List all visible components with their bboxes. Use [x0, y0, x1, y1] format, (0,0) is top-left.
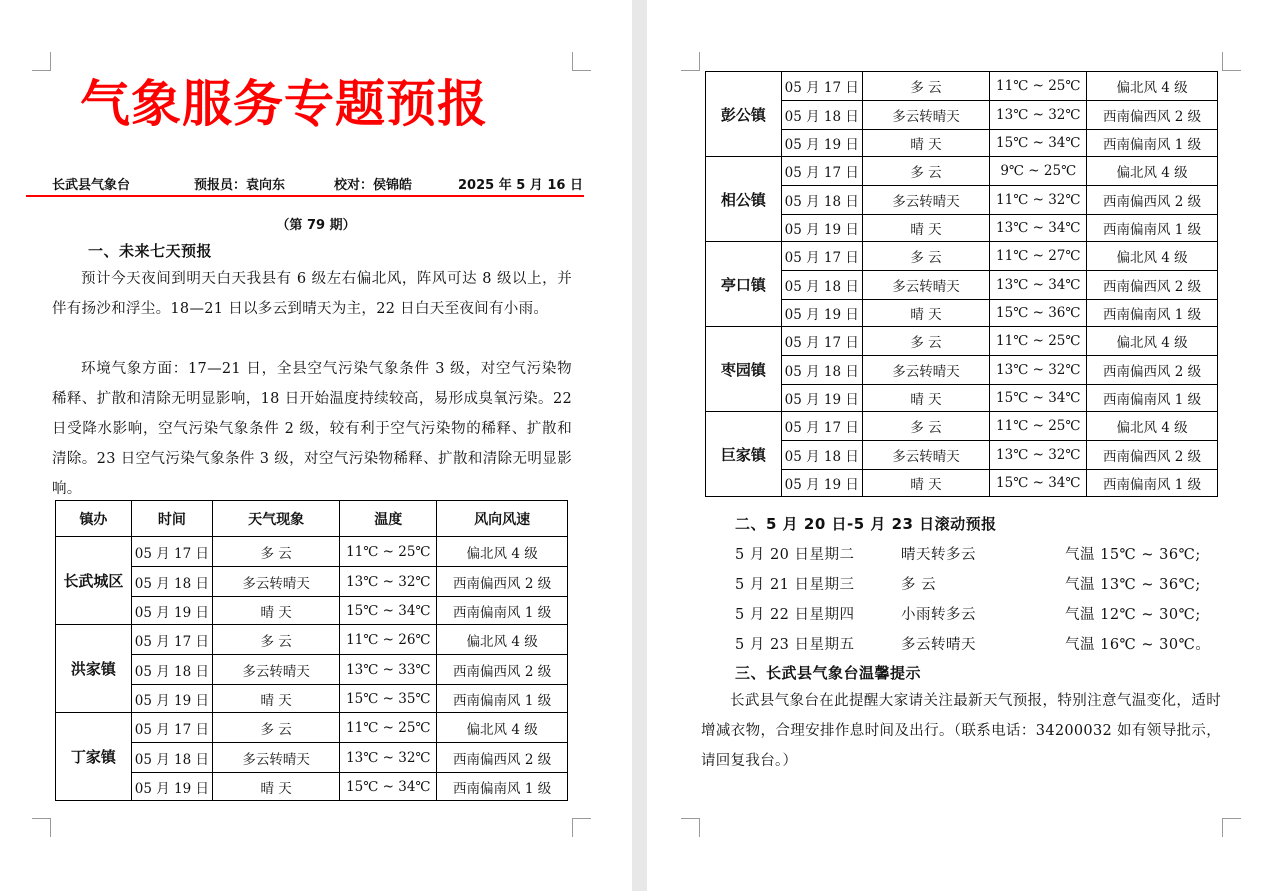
table-row [56, 625, 568, 655]
table-row [706, 242, 1218, 271]
temperature-cell: 13℃ ~ 32℃ [990, 441, 1087, 470]
table-row [706, 300, 1218, 327]
crop-mark [681, 52, 700, 71]
issue-number: （第 79 期） [276, 218, 356, 233]
table-header-row [56, 501, 568, 537]
wind-cell: 西南偏西风 2 级 [1087, 186, 1218, 215]
date-cell: 05 月 18 日 [781, 271, 862, 300]
temperature-cell: 15℃ ~ 35℃ [340, 685, 437, 713]
temperature-cell: 11℃ ~ 32℃ [990, 186, 1087, 215]
table-row [706, 271, 1218, 300]
table-row [706, 157, 1218, 186]
temperature-cell: 11℃ ~ 25℃ [990, 72, 1087, 101]
date-cell: 05 月 19 日 [781, 130, 862, 157]
wind-cell: 西南偏西风 2 级 [1087, 271, 1218, 300]
wind-cell: 偏北风 4 级 [437, 625, 568, 655]
temperature-cell: 11℃ ~ 25℃ [990, 412, 1087, 441]
environment-paragraph: 环境气象方面：17—21 日，全县空气污染气象条件 3 级，对空气污染物稀释、扩散和清除无明显影响，18 日开始温度持续较高，易形成臭氧污染。22 日受降水影响，空气污染气象条件 2 级，较有利于空气污染物的稀释、扩散和清除。23 日空气污染气象条件 3 级，对空气污染物稀释、扩散和清除无明显影响。 [52, 361, 572, 497]
town-name-cell: 枣园镇 [706, 327, 782, 412]
section-heading: 一、未来七天预报 [88, 242, 213, 260]
date-cell: 05 月 19 日 [781, 385, 862, 412]
table-row [56, 537, 568, 567]
table-row [706, 186, 1218, 215]
rolling-weather: 小雨转多云 [901, 607, 976, 623]
section-heading: 二、5 月 20 日-5 月 23 日滚动预报 [735, 515, 997, 533]
crop-mark [1222, 52, 1241, 71]
red-divider [26, 195, 584, 197]
rolling-day: 5 月 20 日星期二 [735, 547, 855, 563]
weather-cell: 多云转晴天 [212, 743, 340, 773]
date-cell: 05 月 19 日 [781, 470, 862, 497]
crop-mark [572, 52, 591, 71]
header-weather: 天气现象 [212, 501, 340, 537]
header-temperature: 温度 [340, 501, 437, 537]
wind-cell: 西南偏西风 2 级 [437, 567, 568, 597]
temperature-cell: 11℃ ~ 25℃ [990, 327, 1087, 356]
masthead-title: 气象服务专题预报 [80, 74, 488, 133]
header-wind: 风向风速 [437, 501, 568, 537]
wind-cell: 偏北风 4 级 [437, 713, 568, 743]
table-row [56, 713, 568, 743]
weather-cell: 晴 天 [862, 130, 990, 157]
table-row [56, 773, 568, 801]
wind-cell: 偏北风 4 级 [1087, 412, 1218, 441]
date-cell: 05 月 18 日 [131, 567, 212, 597]
table-row [706, 441, 1218, 470]
date-cell: 05 月 19 日 [131, 773, 212, 801]
weather-cell: 晴 天 [212, 773, 340, 801]
date-cell: 05 月 17 日 [131, 713, 212, 743]
date-cell: 05 月 19 日 [781, 300, 862, 327]
temperature-cell: 15℃ ~ 34℃ [990, 470, 1087, 497]
date-cell: 05 月 17 日 [131, 537, 212, 567]
temperature-cell: 9℃ ~ 25℃ [990, 157, 1087, 186]
date-cell: 05 月 17 日 [781, 412, 862, 441]
table-row [56, 655, 568, 685]
table-row [706, 412, 1218, 441]
table-row [706, 101, 1218, 130]
rolling-weather: 多云转晴天 [901, 637, 976, 653]
table-row [56, 567, 568, 597]
wind-cell: 西南偏南风 1 级 [437, 597, 568, 625]
crop-mark [32, 52, 51, 71]
temperature-cell: 13℃ ~ 32℃ [340, 567, 437, 597]
town-name-cell: 相公镇 [706, 157, 782, 242]
weather-cell: 多 云 [862, 72, 990, 101]
wind-cell: 偏北风 4 级 [1087, 242, 1218, 271]
crop-mark [681, 818, 700, 837]
weather-cell: 多云转晴天 [212, 567, 340, 597]
weather-cell: 晴 天 [862, 385, 990, 412]
wind-cell: 西南偏南风 1 级 [437, 773, 568, 801]
rolling-temperature: 气温 15℃ ~ 36℃; [1065, 547, 1201, 563]
rolling-day: 5 月 21 日星期三 [735, 577, 855, 593]
town-name-cell: 洪家镇 [56, 625, 132, 713]
wind-cell: 西南偏南风 1 级 [1087, 300, 1218, 327]
wind-cell: 西南偏西风 2 级 [1087, 101, 1218, 130]
forecast-table [55, 500, 568, 801]
weather-cell: 多 云 [212, 625, 340, 655]
weather-cell: 多云转晴天 [862, 441, 990, 470]
rolling-day: 5 月 22 日星期四 [735, 607, 855, 623]
rolling-weather: 晴天转多云 [901, 547, 976, 563]
table-row [56, 597, 568, 625]
wind-cell: 西南偏西风 2 级 [1087, 356, 1218, 385]
crop-mark [32, 818, 51, 837]
temperature-cell: 13℃ ~ 34℃ [990, 271, 1087, 300]
rolling-weather: 多 云 [901, 577, 937, 593]
table-row [56, 685, 568, 713]
table-row [706, 130, 1218, 157]
town-name-cell: 丁家镇 [56, 713, 132, 801]
issuing-organization: 长武县气象台 [52, 178, 131, 193]
date-cell: 05 月 18 日 [781, 101, 862, 130]
issue-date: 2025 年 5 月 16 日 [458, 178, 583, 193]
temperature-cell: 15℃ ~ 34℃ [990, 130, 1087, 157]
temperature-cell: 11℃ ~ 25℃ [340, 713, 437, 743]
wind-cell: 西南偏南风 1 级 [1087, 215, 1218, 242]
temperature-cell: 15℃ ~ 36℃ [990, 300, 1087, 327]
date-cell: 05 月 19 日 [781, 215, 862, 242]
proofreader: 校对：侯锦皓 [334, 178, 413, 193]
weather-cell: 晴 天 [862, 215, 990, 242]
wind-cell: 西南偏南风 1 级 [1087, 385, 1218, 412]
weather-cell: 多云转晴天 [862, 271, 990, 300]
rolling-temperature: 气温 13℃ ~ 36℃; [1065, 577, 1201, 593]
table-row [706, 356, 1218, 385]
date-cell: 05 月 17 日 [781, 72, 862, 101]
document-page-right [647, 0, 1278, 891]
town-name-cell: 巨家镇 [706, 412, 782, 497]
table-row [56, 743, 568, 773]
weather-cell: 晴 天 [862, 300, 990, 327]
weather-cell: 晴 天 [212, 685, 340, 713]
weather-cell: 多云转晴天 [862, 186, 990, 215]
date-cell: 05 月 18 日 [131, 743, 212, 773]
table-row [706, 72, 1218, 101]
date-cell: 05 月 19 日 [131, 597, 212, 625]
town-name-cell: 彭公镇 [706, 72, 782, 157]
date-cell: 05 月 18 日 [131, 655, 212, 685]
temperature-cell: 13℃ ~ 34℃ [990, 215, 1087, 242]
temperature-cell: 13℃ ~ 32℃ [990, 101, 1087, 130]
weather-cell: 多 云 [862, 242, 990, 271]
wind-cell: 西南偏西风 2 级 [437, 655, 568, 685]
wind-cell: 西南偏南风 1 级 [1087, 130, 1218, 157]
temperature-cell: 15℃ ~ 34℃ [340, 773, 437, 801]
date-cell: 05 月 17 日 [781, 327, 862, 356]
table-row [706, 215, 1218, 242]
crop-mark [572, 818, 591, 837]
date-cell: 05 月 17 日 [131, 625, 212, 655]
wind-cell: 偏北风 4 级 [1087, 72, 1218, 101]
document-page-left [0, 0, 632, 891]
forecast-paragraph: 预计今天夜间到明天白天我县有 6 级左右偏北风，阵风可达 8 级以上，并伴有扬沙和浮尘。18—21 日以多云到晴天为主，22 日白天至夜间有小雨。 [52, 271, 572, 317]
weather-cell: 多云转晴天 [862, 356, 990, 385]
table-row [706, 327, 1218, 356]
weather-cell: 多云转晴天 [212, 655, 340, 685]
weather-cell: 多 云 [212, 713, 340, 743]
temperature-cell: 11℃ ~ 27℃ [990, 242, 1087, 271]
temperature-cell: 13℃ ~ 32℃ [990, 356, 1087, 385]
rolling-temperature: 气温 12℃ ~ 30℃; [1065, 607, 1201, 623]
rolling-day: 5 月 23 日星期五 [735, 637, 855, 653]
temperature-cell: 15℃ ~ 34℃ [340, 597, 437, 625]
date-cell: 05 月 19 日 [131, 685, 212, 713]
forecast-table-continued [705, 71, 1218, 497]
wind-cell: 西南偏南风 1 级 [437, 685, 568, 713]
date-cell: 05 月 18 日 [781, 186, 862, 215]
wind-cell: 西南偏西风 2 级 [437, 743, 568, 773]
table-row [706, 470, 1218, 497]
header-town: 镇办 [56, 501, 132, 537]
weather-cell: 多 云 [862, 412, 990, 441]
weather-cell: 晴 天 [862, 470, 990, 497]
weather-cell: 多 云 [862, 327, 990, 356]
forecaster: 预报员：袁向东 [194, 178, 286, 193]
wind-cell: 西南偏西风 2 级 [1087, 441, 1218, 470]
section-heading: 三、长武县气象台温馨提示 [735, 664, 922, 682]
date-cell: 05 月 17 日 [781, 242, 862, 271]
weather-cell: 多 云 [862, 157, 990, 186]
date-cell: 05 月 17 日 [781, 157, 862, 186]
temperature-cell: 15℃ ~ 34℃ [990, 385, 1087, 412]
wind-cell: 西南偏南风 1 级 [1087, 470, 1218, 497]
crop-mark [1222, 818, 1241, 837]
weather-cell: 晴 天 [212, 597, 340, 625]
weather-cell: 多 云 [212, 537, 340, 567]
temperature-cell: 11℃ ~ 25℃ [340, 537, 437, 567]
date-cell: 05 月 18 日 [781, 441, 862, 470]
town-name-cell: 亭口镇 [706, 242, 782, 327]
temperature-cell: 11℃ ~ 26℃ [340, 625, 437, 655]
tips-paragraph: 长武县气象台在此提醒大家请关注最新天气预报，特别注意气温变化，适时增减衣物，合理安排作息时间及出行。（联系电话：34200032 如有领导批示，请回复我台。） [701, 693, 1221, 769]
wind-cell: 偏北风 4 级 [1087, 157, 1218, 186]
date-cell: 05 月 18 日 [781, 356, 862, 385]
header-date: 时间 [131, 501, 212, 537]
table-row [706, 385, 1218, 412]
weather-cell: 多云转晴天 [862, 101, 990, 130]
temperature-cell: 13℃ ~ 32℃ [340, 743, 437, 773]
rolling-temperature: 气温 16℃ ~ 30℃。 [1065, 637, 1211, 653]
temperature-cell: 13℃ ~ 33℃ [340, 655, 437, 685]
wind-cell: 偏北风 4 级 [1087, 327, 1218, 356]
wind-cell: 偏北风 4 级 [437, 537, 568, 567]
town-name-cell: 长武城区 [56, 537, 132, 625]
